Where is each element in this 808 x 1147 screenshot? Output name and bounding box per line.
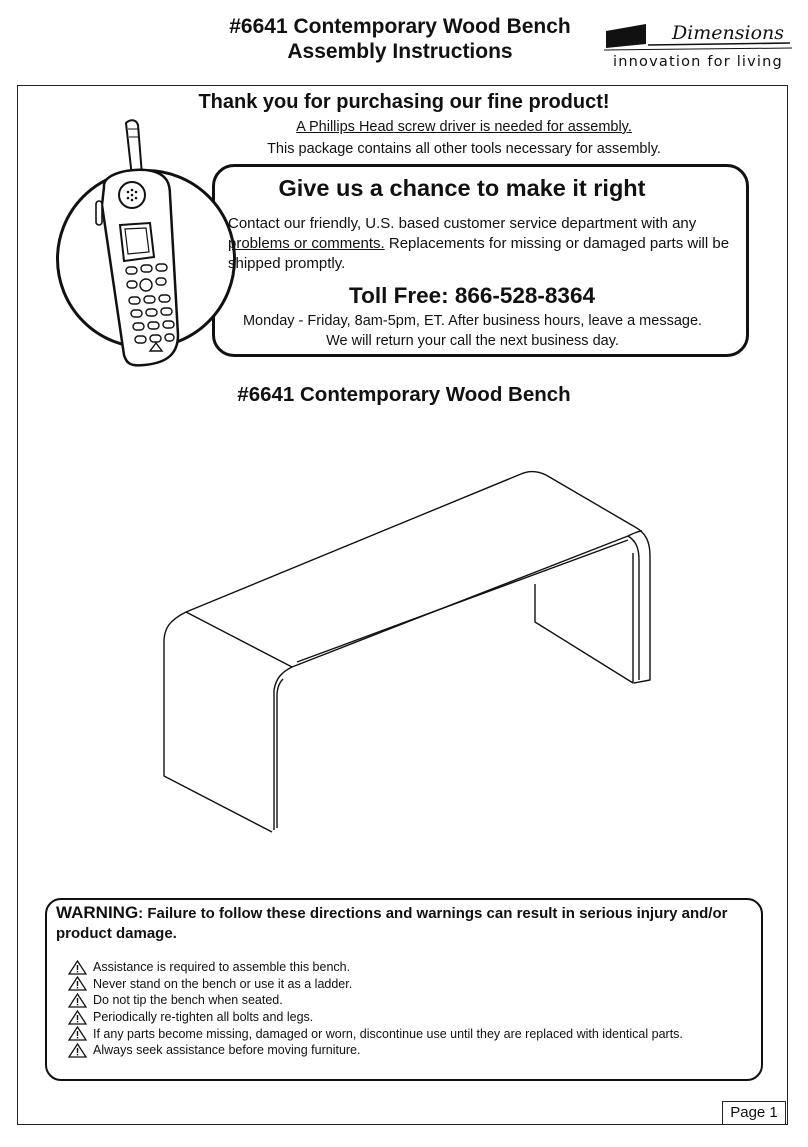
page-number: Page 1: [722, 1101, 786, 1125]
warning-item: [68, 1025, 768, 1042]
logo-tagline: innovation for living: [613, 54, 783, 70]
tool-requirement: A Phillips Head screw driver is needed for assembly.: [296, 119, 632, 135]
warning-triangle-icon: [68, 1010, 87, 1025]
warning-item-text: Do not tip the bench when seated.: [93, 993, 283, 1008]
warning-item: [68, 1009, 768, 1026]
document-title: [200, 14, 600, 64]
warning-list: [68, 959, 768, 1059]
warning-item-text: Periodically re-tighten all bolts and legs.: [93, 1010, 314, 1025]
warning-triangle-icon: [68, 1026, 87, 1041]
warning-item-text: Always seek assistance before moving furniture.: [93, 1043, 361, 1058]
hours-line-2: We will return your call the next business day.: [326, 333, 619, 349]
warning-statement: [56, 903, 756, 944]
contact-text-1: Contact our friendly, U.S. based customer service department with any: [228, 215, 697, 232]
warning-item: [68, 959, 768, 976]
warning-item: [68, 992, 768, 1009]
warning-label: WARNING: [56, 903, 139, 922]
service-heading: Give us a chance to make it right: [278, 175, 646, 201]
bench-illustration: [150, 460, 670, 840]
brand-logo: [602, 18, 794, 78]
warning-triangle-icon: [68, 960, 87, 975]
contact-text-2: Replacements for missing or damaged parts will be shipped promptly.: [228, 235, 730, 272]
product-name: #6641 Contemporary Wood Bench: [237, 383, 571, 406]
warning-triangle-icon: [68, 1043, 87, 1058]
phone-icon: [94, 115, 184, 375]
warning-item-text: Assistance is required to assemble this bench.: [93, 960, 351, 975]
title-line-1: #6641 Contemporary Wood Bench: [229, 15, 571, 38]
toll-free-number: Toll Free: 866-528-8364: [349, 283, 595, 308]
thank-you-heading: Thank you for purchasing our fine product!: [198, 91, 610, 113]
warning-text: : Failure to follow these directions and warnings can result in serious injury and/or product damage.: [56, 905, 728, 942]
warning-triangle-icon: [68, 993, 87, 1008]
title-line-2: Assembly Instructions: [287, 40, 513, 63]
warning-item: [68, 1042, 768, 1059]
service-hours: [200, 311, 745, 351]
contact-paragraph: [228, 214, 743, 274]
contact-underline: problems or comments.: [228, 235, 385, 252]
warning-triangle-icon: [68, 976, 87, 991]
warning-item: [68, 976, 768, 993]
warning-item-text: Never stand on the bench or use it as a ladder.: [93, 976, 353, 991]
package-contents-note: This package contains all other tools necessary for assembly.: [267, 141, 661, 157]
hours-line-1: Monday - Friday, 8am-5pm, ET. After business hours, leave a message.: [242, 313, 703, 329]
logo-wordmark: Dimensions: [671, 22, 784, 44]
warning-item-text: If any parts become missing, damaged or worn, discontinue use until they are replaced with identical parts.: [93, 1026, 683, 1041]
